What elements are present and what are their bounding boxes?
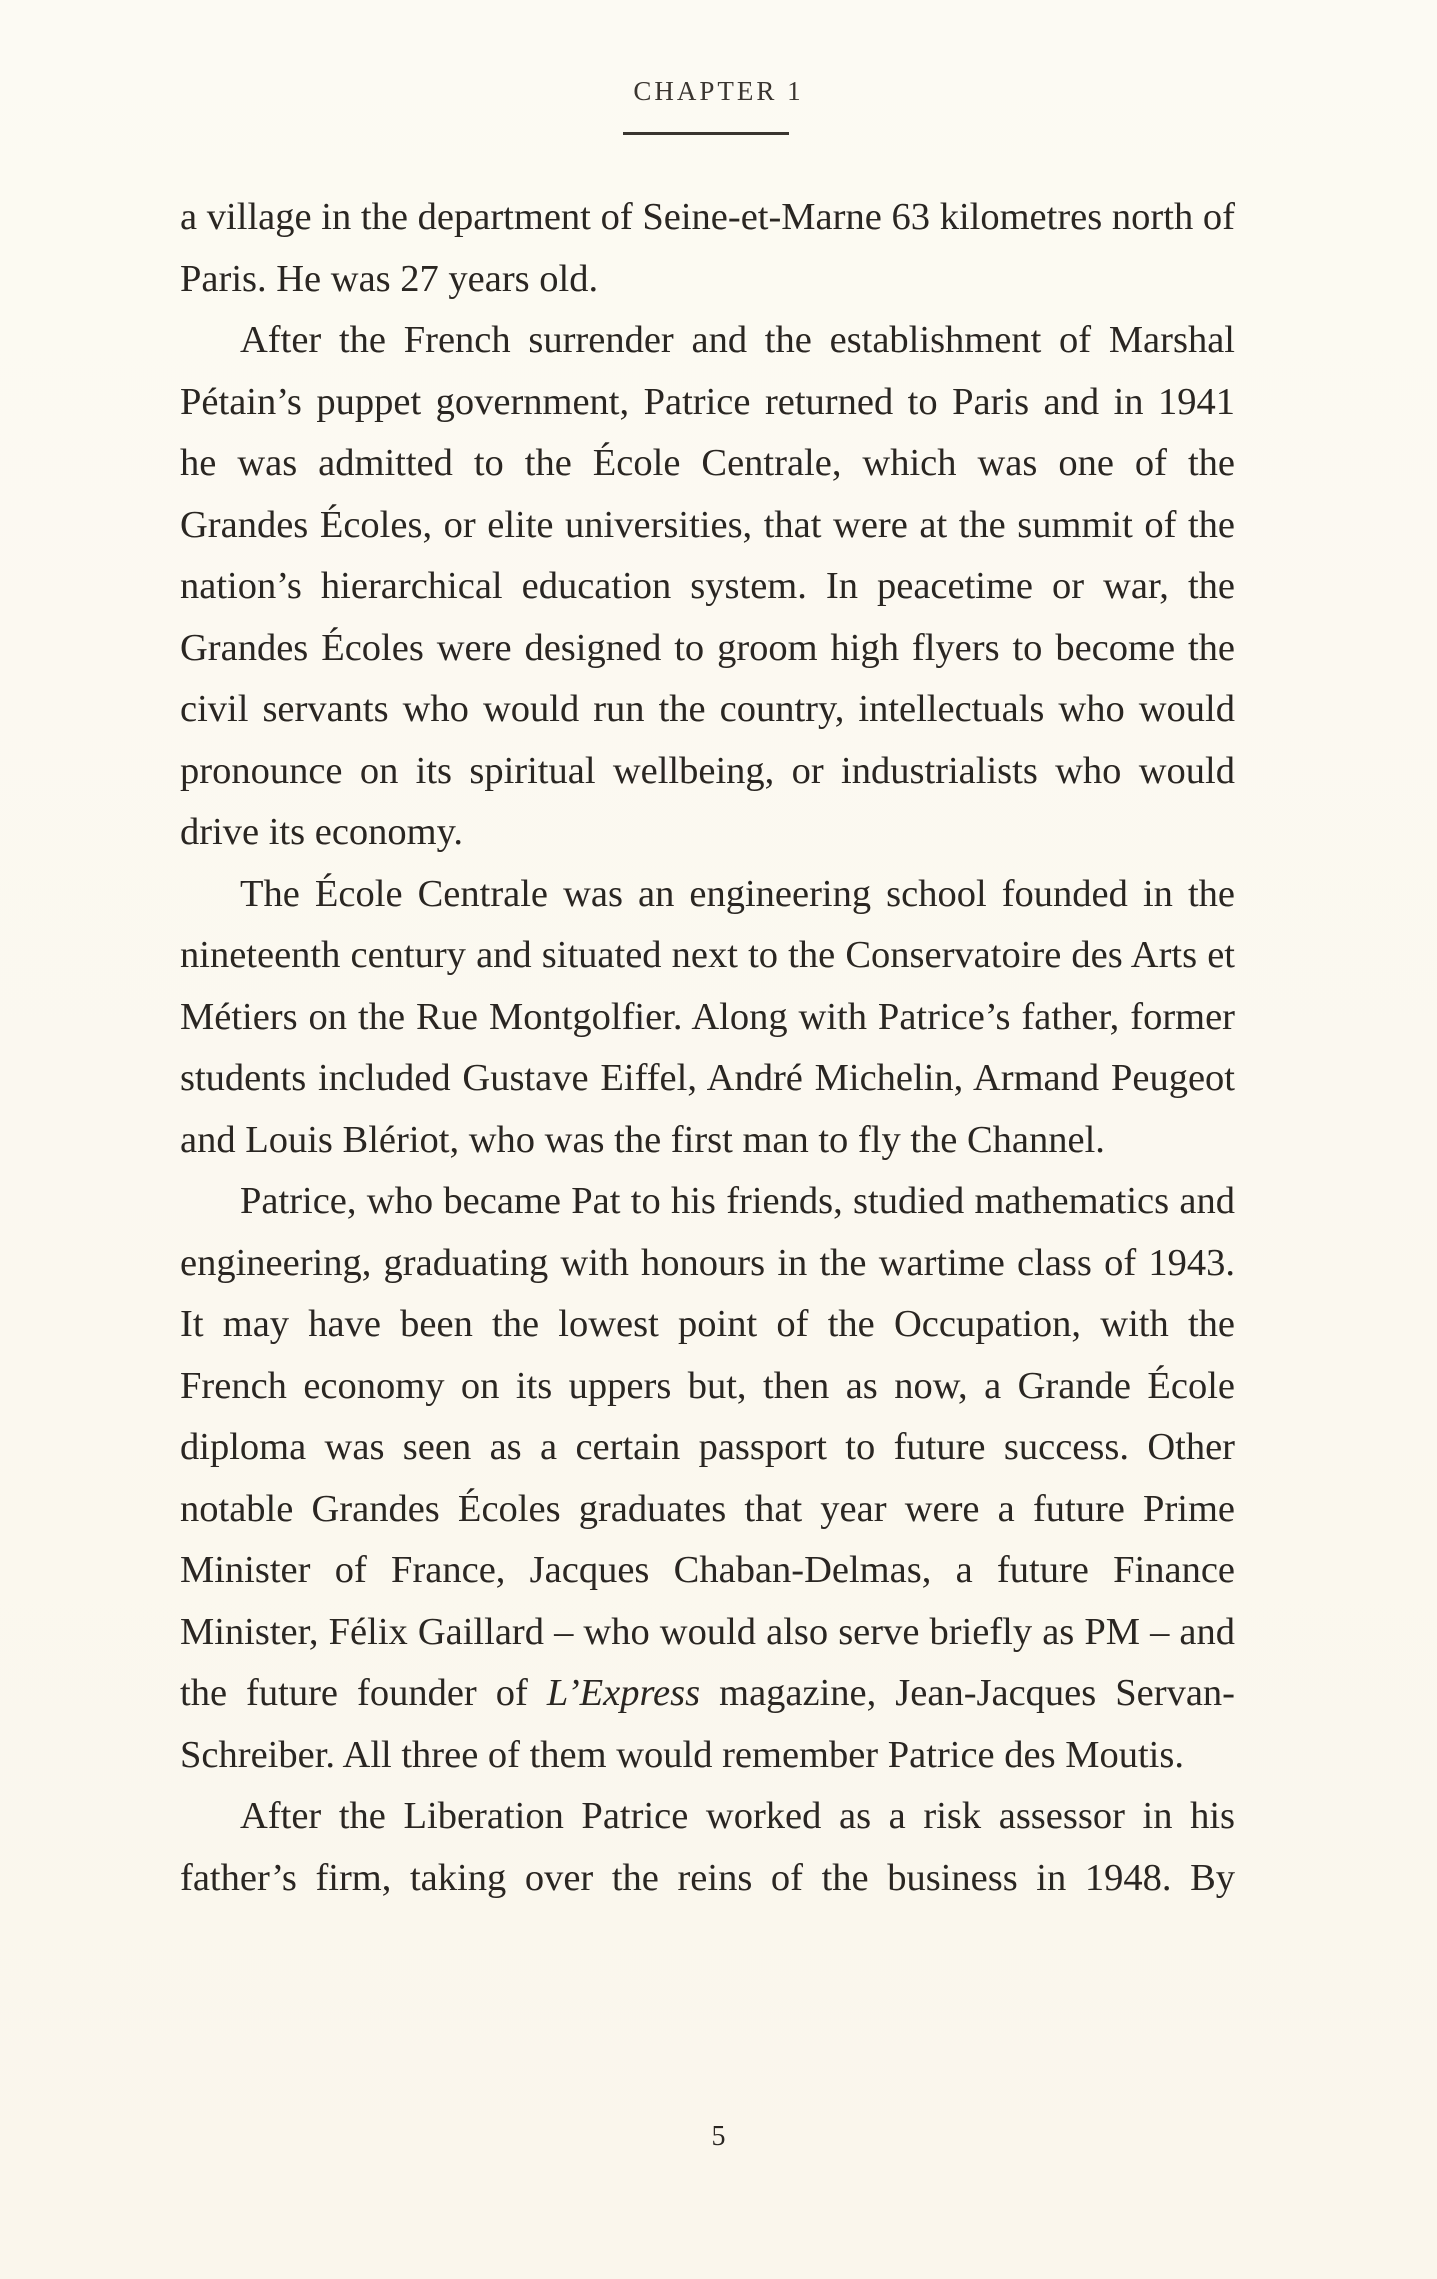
running-head-rule (623, 132, 789, 135)
paragraph-ecole-centrale: The École Centrale was an engineering school founded in the nineteenth century and situated next to the Conservatoire des Arts et Métiers on the Rue Montgolfier. Along with Patrice’s father, former students included Gustave Eiffel, André Michelin, Armand Peugeot and Louis Blériot, who was the first man to fly the Channel. (180, 872, 1235, 1161)
paragraph-graduates (180, 1171, 1235, 1786)
body-text (180, 187, 1235, 1909)
running-head: CHAPTER 1 (633, 76, 804, 106)
page-number: 5 (711, 2121, 726, 2152)
paragraph-continuation: a village in the department of Seine-et-Marne 63 kilometres north of Paris. He was 27 years old. (180, 196, 1235, 300)
paragraph-graduates-text-before: Patrice, who became Pat to his friends, studied mathematics and engineering, graduating with honours in the wartime class of 1943. It may have been the lowest point of the Occupation, with the French economy on its uppers but, then as now, a Grande École diploma was seen as a certain passport to future success. Other notable Grandes Écoles graduates that year were a future Prime Minister of France, Jacques Chaban-Delmas, a future Finance Minister, Félix Gaillard – who would also serve briefly as PM – and the future founder of (180, 1180, 1235, 1714)
magazine-title: L’Express (546, 1672, 701, 1714)
paragraph-petain: After the French surrender and the establishment of Marshal Pétain’s puppet government, Patrice returned to Paris and in 1941 he was admitted to the École Centrale, which was one of the Grandes Écoles, or elite universities, that were at the summit of the nation’s hierarchical education system. In peacetime or war, the Grandes Écoles were designed to groom high flyers to become the civil servants who would run the country, intellectuals who would pronounce on its spiritual wellbeing, or industrialists who would drive its economy. (180, 319, 1235, 853)
paragraph-graduates-text-after: magazine, Jean-Jacques Servan-Schreiber. All three of them would remember Patrice des Moutis. (180, 1672, 1235, 1776)
paragraph-liberation: After the Liberation Patrice worked as a risk assessor in his father’s firm, taking over the reins of the business in 1948. By (180, 1795, 1235, 1899)
